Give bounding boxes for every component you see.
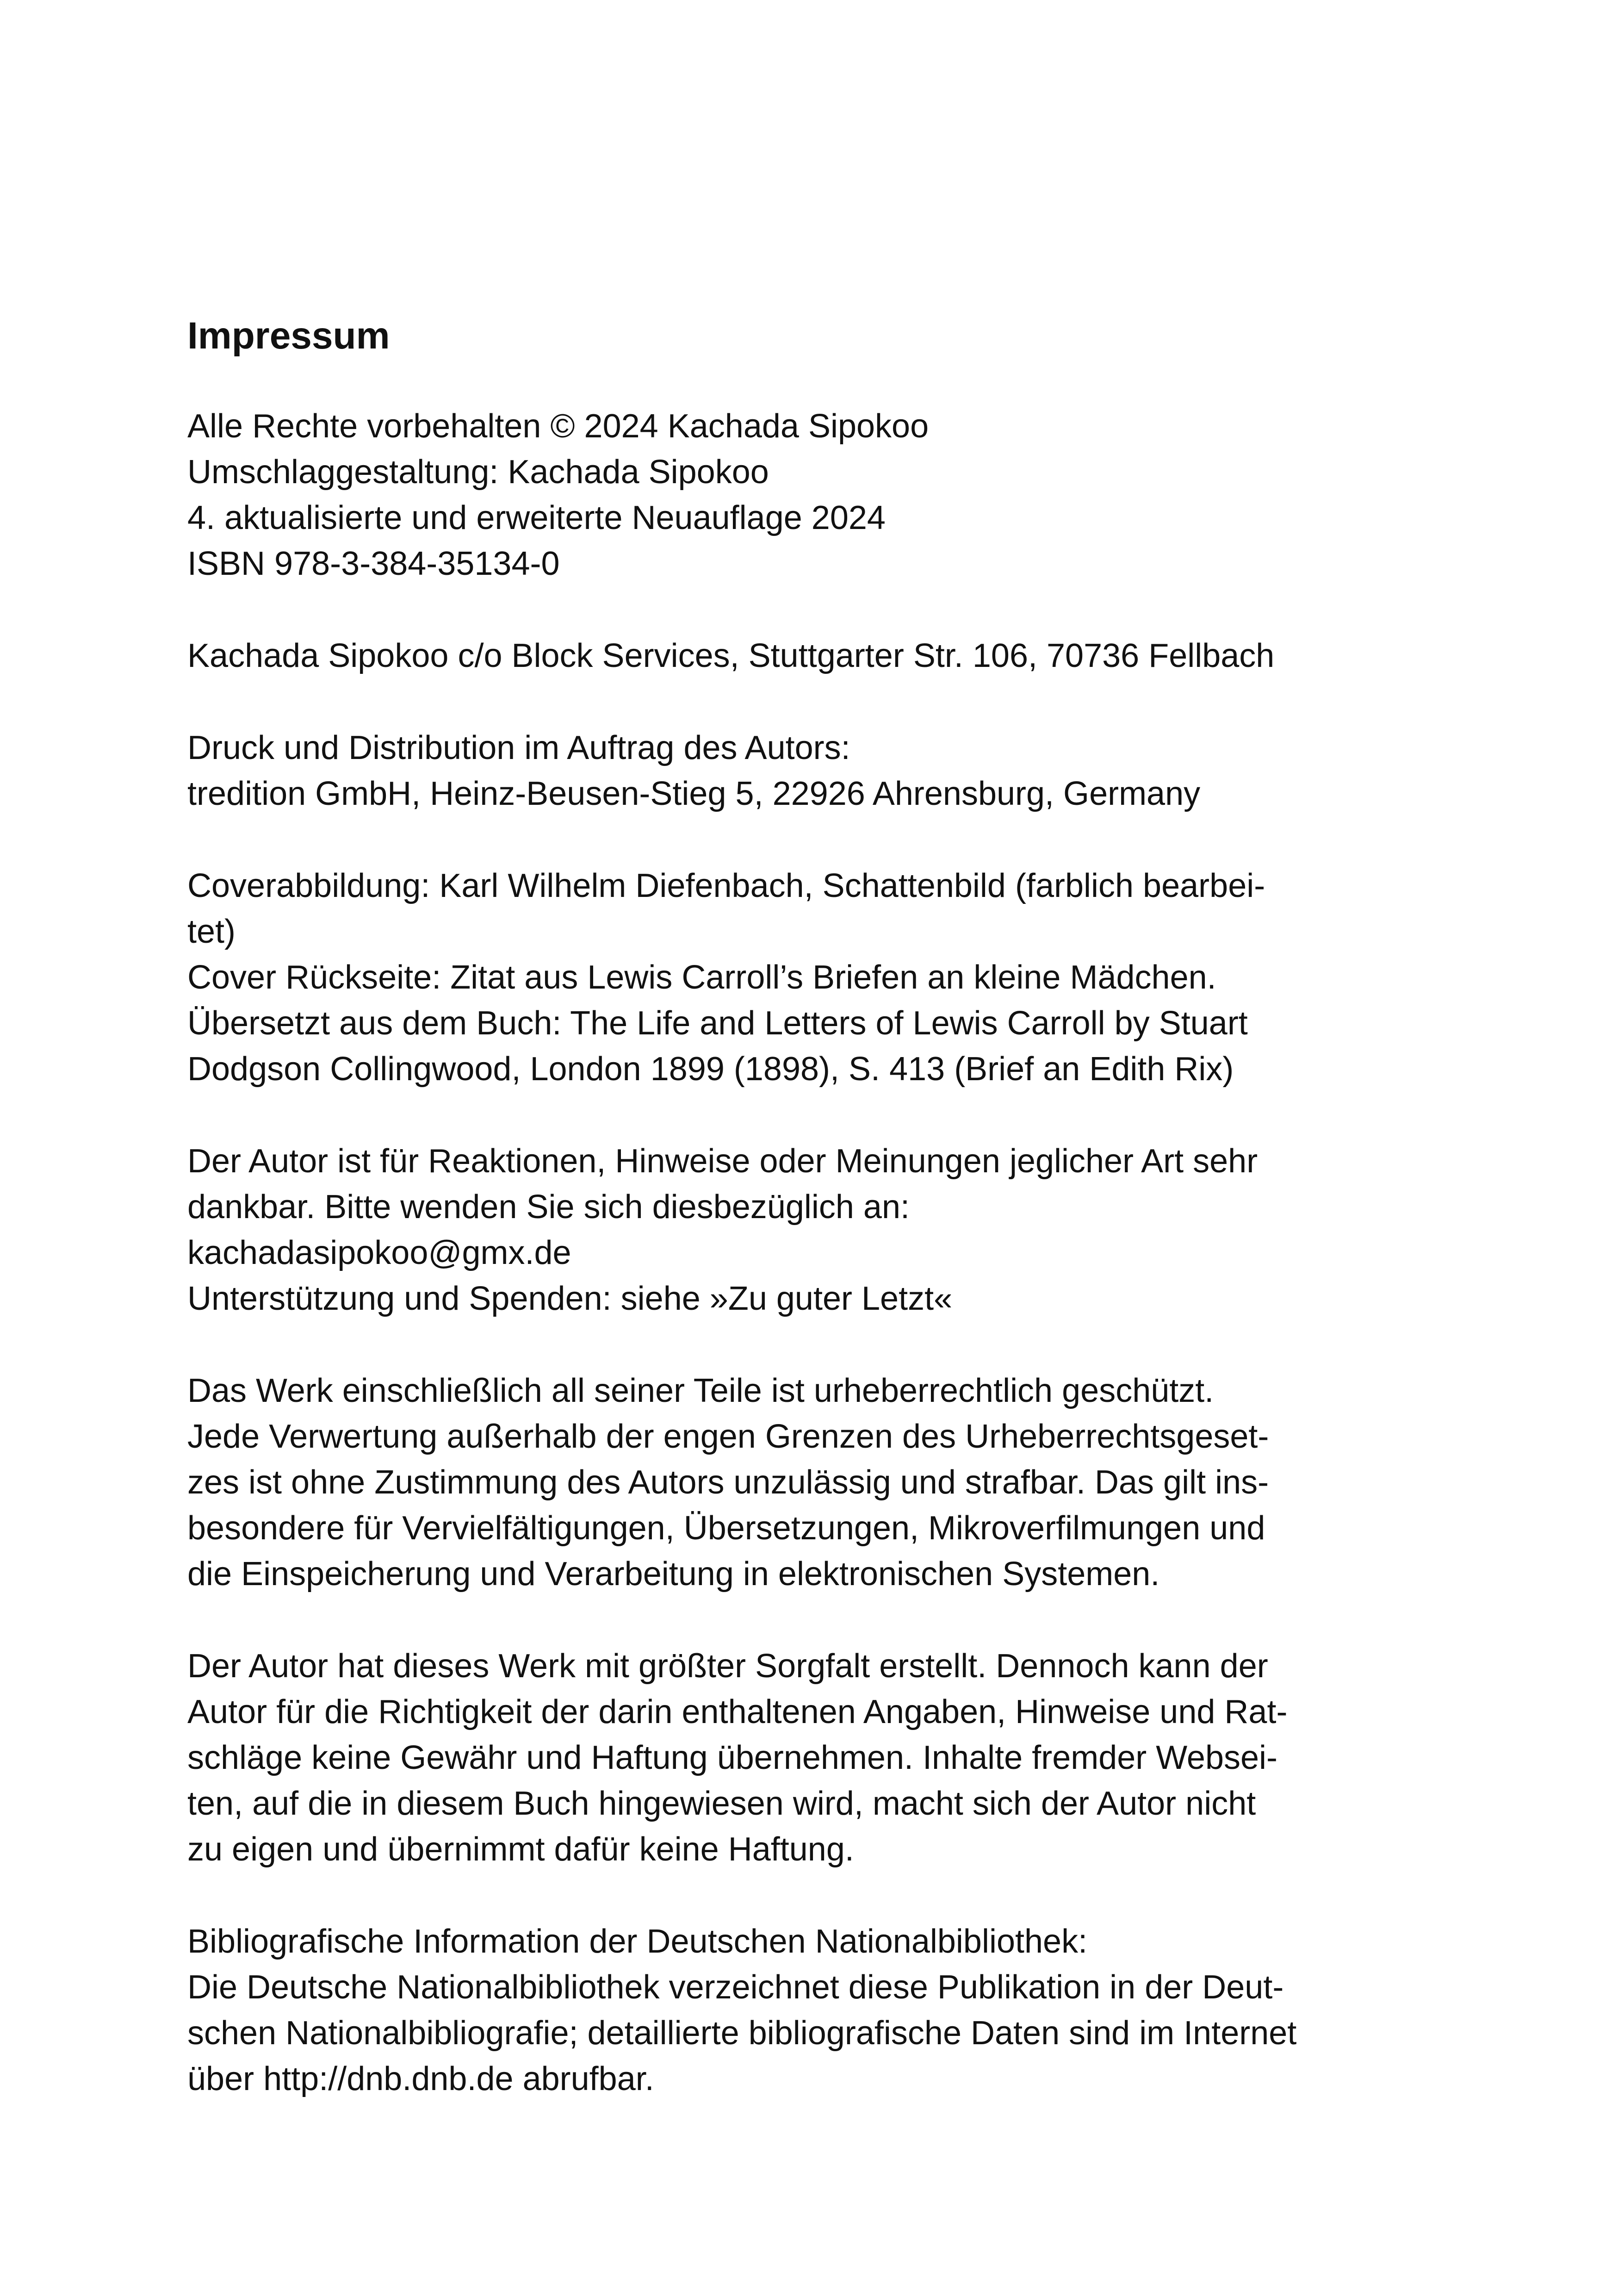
text-line: Kachada Sipokoo c/o Block Services, Stuttgarter Str. 106, 70736 Fellbach xyxy=(187,637,1275,674)
text-line: ISBN 978-3-384-35134-0 xyxy=(187,545,560,582)
text-line: Umschlaggestaltung: Kachada Sipokoo xyxy=(187,454,769,491)
text-line: Dodgson Collingwood, London 1899 (1898), S. 413 (Brief an Edith Rix) xyxy=(187,1051,1234,1088)
text-line: Jede Verwertung außerhalb der engen Grenzen des Urheberrechtsgeset- xyxy=(187,1418,1269,1455)
address-section xyxy=(187,633,1390,679)
text-line: Coverabbildung: Karl Wilhelm Diefenbach, Schattenbild (farblich bearbei- xyxy=(187,867,1265,904)
page-title: Impressum xyxy=(187,315,390,357)
text-line: schläge keine Gewähr und Haftung übernehmen. Inhalte fremder Websei- xyxy=(187,1739,1278,1776)
contact-section xyxy=(187,1139,1390,1322)
text-line: Übersetzt aus dem Buch: The Life and Letters of Lewis Carroll by Stuart xyxy=(187,1005,1248,1042)
text-line: ten, auf die in diesem Buch hingewiesen wird, macht sich der Autor nicht xyxy=(187,1785,1256,1822)
text-line: zu eigen und übernimmt dafür keine Haftung. xyxy=(187,1831,854,1868)
text-line: besondere für Vervielfältigungen, Übersetzungen, Mikroverfilmungen und xyxy=(187,1510,1265,1547)
text-line: 4. aktualisierte und erweiterte Neuauflage 2024 xyxy=(187,499,886,536)
text-line: die Einspeicherung und Verarbeitung in elektronischen Systemen. xyxy=(187,1556,1160,1593)
text-line: tredition GmbH, Heinz-Beusen-Stieg 5, 22926 Ahrensburg, Germany xyxy=(187,775,1201,812)
text-line: dankbar. Bitte wenden Sie sich diesbezüglich an: xyxy=(187,1188,910,1226)
disclaimer-section xyxy=(187,1643,1390,1873)
text-line: Druck und Distribution im Auftrag des Autors: xyxy=(187,729,850,766)
bibliographic-section xyxy=(187,1919,1390,2102)
copyright-section xyxy=(187,1368,1390,1597)
text-line: über http://dnb.dnb.de abrufbar. xyxy=(187,2060,654,2097)
rights-section xyxy=(187,404,1390,587)
text-line: zes ist ohne Zustimmung des Autors unzulässig und strafbar. Das gilt ins- xyxy=(187,1464,1269,1501)
email-address: kachadasipokoo@gmx.de xyxy=(187,1234,571,1271)
text-line: Alle Rechte vorbehalten © 2024 Kachada Sipokoo xyxy=(187,408,929,445)
text-line: Der Autor ist für Reaktionen, Hinweise oder Meinungen jeglicher Art sehr xyxy=(187,1143,1258,1180)
text-line: schen Nationalbibliografie; detaillierte bibliografische Daten sind im Internet xyxy=(187,2015,1297,2052)
text-line: Bibliografische Information der Deutschen Nationalbibliothek: xyxy=(187,1923,1088,1960)
text-line: Die Deutsche Nationalbibliothek verzeichnet diese Publikation in der Deut- xyxy=(187,1969,1284,2006)
text-line: tet) xyxy=(187,913,236,950)
cover-credits-section xyxy=(187,863,1390,1092)
text-line: Das Werk einschließlich all seiner Teile ist urheberrechtlich geschützt. xyxy=(187,1372,1214,1409)
text-line: Autor für die Richtigkeit der darin enthaltenen Angaben, Hinweise und Rat- xyxy=(187,1693,1288,1730)
text-line: Der Autor hat dieses Werk mit größter Sorgfalt erstellt. Dennoch kann der xyxy=(187,1648,1268,1685)
impressum-content xyxy=(187,313,1390,2148)
text-line: Cover Rückseite: Zitat aus Lewis Carroll’s Briefen an kleine Mädchen. xyxy=(187,959,1216,996)
text-line: Unterstützung und Spenden: siehe »Zu guter Letzt« xyxy=(187,1280,953,1317)
printing-section xyxy=(187,725,1390,817)
